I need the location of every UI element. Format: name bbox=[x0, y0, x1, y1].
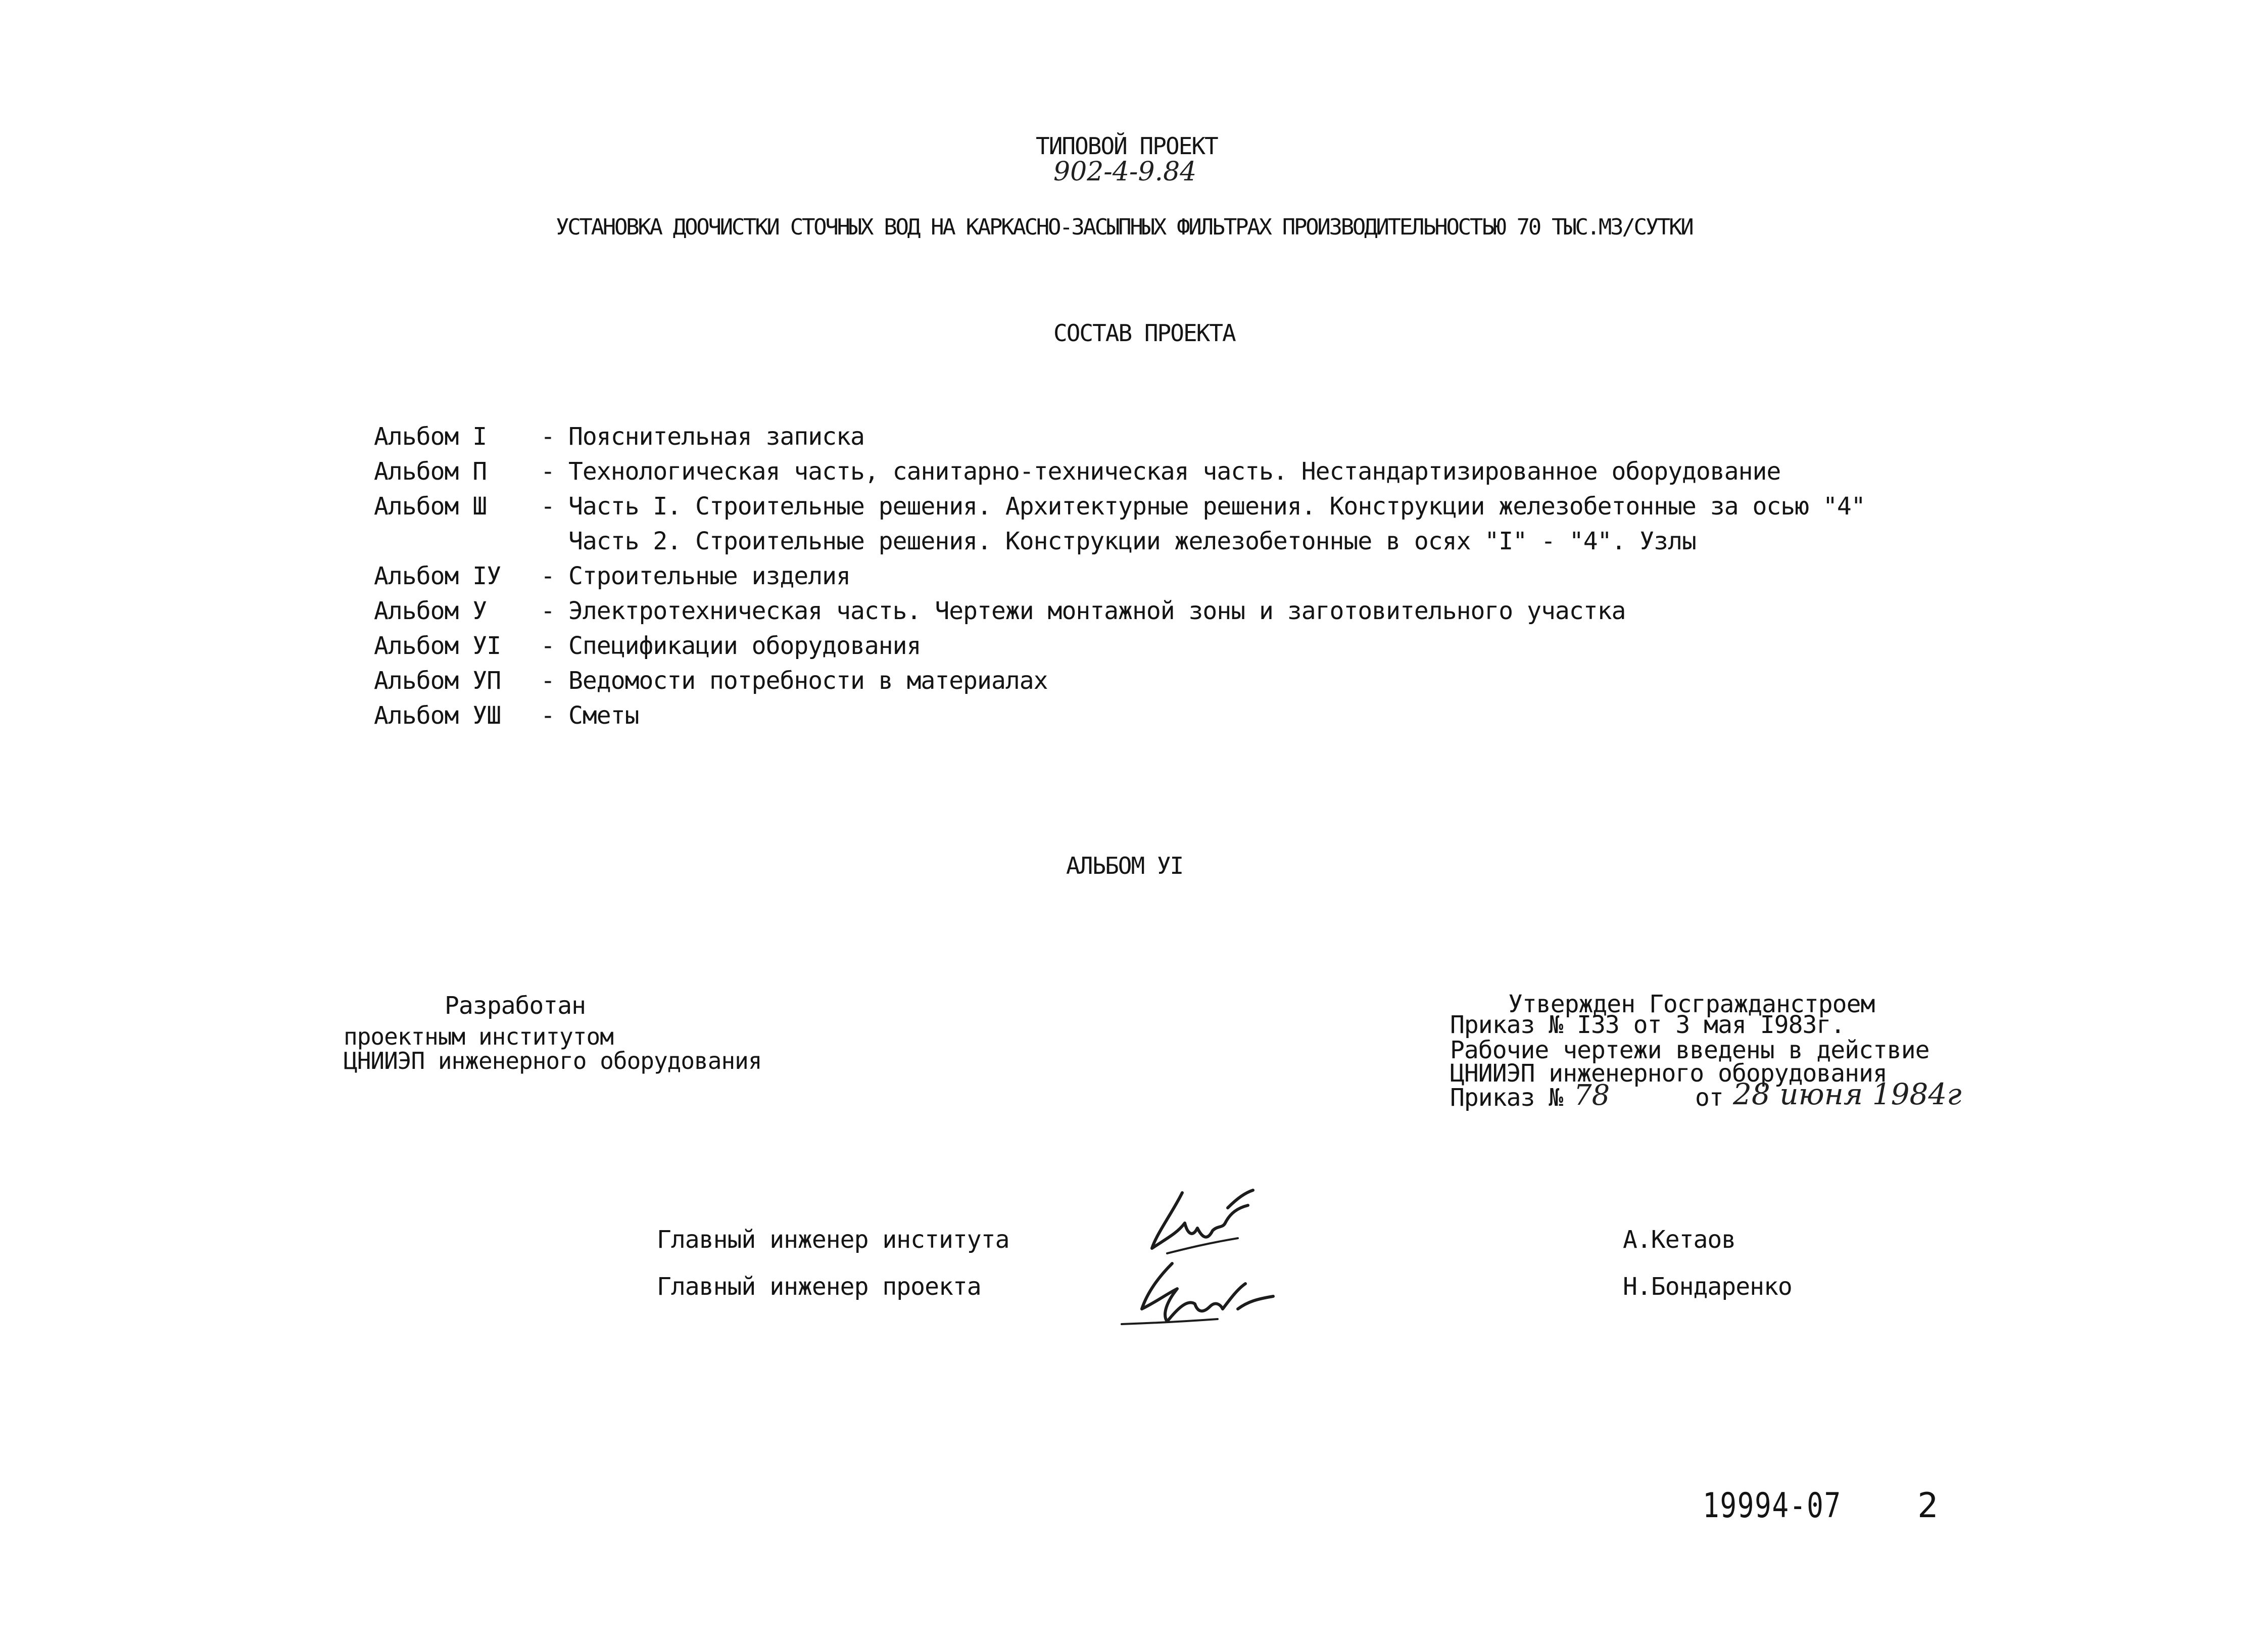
album-key: Альбом I bbox=[374, 423, 487, 451]
dash: - bbox=[541, 457, 555, 486]
album-key: Альбом УI bbox=[374, 632, 501, 660]
dash: - bbox=[541, 632, 555, 660]
approved-line-3: Рабочие чертежи введены в действие bbox=[1450, 1036, 1929, 1064]
date-prefix: от bbox=[1695, 1084, 1723, 1112]
approved-line-4: ЦНИИЭП инженерного оборудования bbox=[1450, 1059, 1887, 1088]
signature-role-2: Главный инженер проекта bbox=[657, 1273, 981, 1301]
developed-line-1: проектным институтом bbox=[344, 1023, 613, 1050]
approved-line-2: Приказ № I33 от 3 мая I983г. bbox=[1450, 1011, 1845, 1039]
album-description: Ведомости потребности в материалах bbox=[568, 667, 1048, 695]
list-item bbox=[374, 492, 1865, 527]
list-item bbox=[374, 457, 1781, 492]
album-description: Технологическая часть, санитарно-техническая часть. Нестандартизированное оборудование bbox=[568, 457, 1781, 486]
page-number: 2 bbox=[1917, 1486, 1938, 1526]
dash: - bbox=[541, 562, 555, 590]
list-item bbox=[374, 632, 921, 666]
dash: - bbox=[541, 597, 555, 625]
album-key: Альбом IУ bbox=[374, 562, 501, 590]
document-type-label: ТИПОВОЙ ПРОЕКТ bbox=[1036, 132, 1218, 160]
list-item bbox=[374, 701, 639, 736]
order-prefix: Приказ № bbox=[1450, 1084, 1563, 1112]
list-item bbox=[374, 423, 864, 457]
order-date: 28 июня 1984г bbox=[1733, 1077, 1962, 1111]
developed-heading: Разработан bbox=[445, 992, 586, 1020]
approved-line-1: Утвержден Госгражданстроем bbox=[1508, 990, 1875, 1018]
album-description: Сметы bbox=[568, 701, 639, 730]
list-item bbox=[374, 597, 1626, 631]
list-item bbox=[374, 562, 850, 596]
dash: - bbox=[541, 701, 555, 730]
project-title: УСТАНОВКА ДООЧИСТКИ СТОЧНЫХ ВОД НА КАРКАСНО-ЗАСЫПНЫХ ФИЛЬТРАХ ПРОИЗВОДИТЕЛЬНОСТЬЮ 70 ТЫС.М3/СУТКИ bbox=[556, 214, 1693, 240]
signature-role-1: Главный инженер института bbox=[657, 1226, 1009, 1254]
album-continuation: Часть 2. Строительные решения. Конструкции железобетонные в осях "I" - "4". Узлы bbox=[568, 527, 1696, 555]
signature-name-1: А.Кетаов bbox=[1623, 1226, 1736, 1254]
album-description: Спецификации оборудования bbox=[568, 632, 921, 660]
dash: - bbox=[541, 667, 555, 695]
list-item bbox=[374, 667, 1048, 701]
signature-name-2: Н.Бондаренко bbox=[1623, 1273, 1792, 1301]
dash: - bbox=[541, 492, 555, 521]
album-key: Альбом УШ bbox=[374, 701, 501, 730]
album-description: Электротехническая часть. Чертежи монтажной зоны и заготовительного участка bbox=[568, 597, 1626, 625]
document-code: 19994-07 bbox=[1703, 1486, 1842, 1526]
album-description: Строительные изделия bbox=[568, 562, 850, 590]
current-album-title: АЛЬБОМ УI bbox=[1066, 852, 1183, 879]
composition-heading: СОСТАВ ПРОЕКТА bbox=[1053, 319, 1235, 347]
dash: - bbox=[541, 423, 555, 451]
handwritten-signature-2 bbox=[1112, 1253, 1304, 1339]
album-key: Альбом У bbox=[374, 597, 487, 625]
album-key: Альбом Ш bbox=[374, 492, 487, 521]
album-description: Часть I. Строительные решения. Архитектурные решения. Конструкции железобетонные за осью "4" bbox=[568, 492, 1865, 521]
developed-line-2: ЦНИИЭП инженерного оборудования bbox=[344, 1047, 762, 1074]
album-key: Альбом УП bbox=[374, 667, 501, 695]
order-number: 78 bbox=[1574, 1079, 1610, 1112]
project-number: 902-4-9.84 bbox=[1053, 157, 1197, 187]
album-key: Альбом П bbox=[374, 457, 487, 486]
album-description: Пояснительная записка bbox=[568, 423, 864, 451]
